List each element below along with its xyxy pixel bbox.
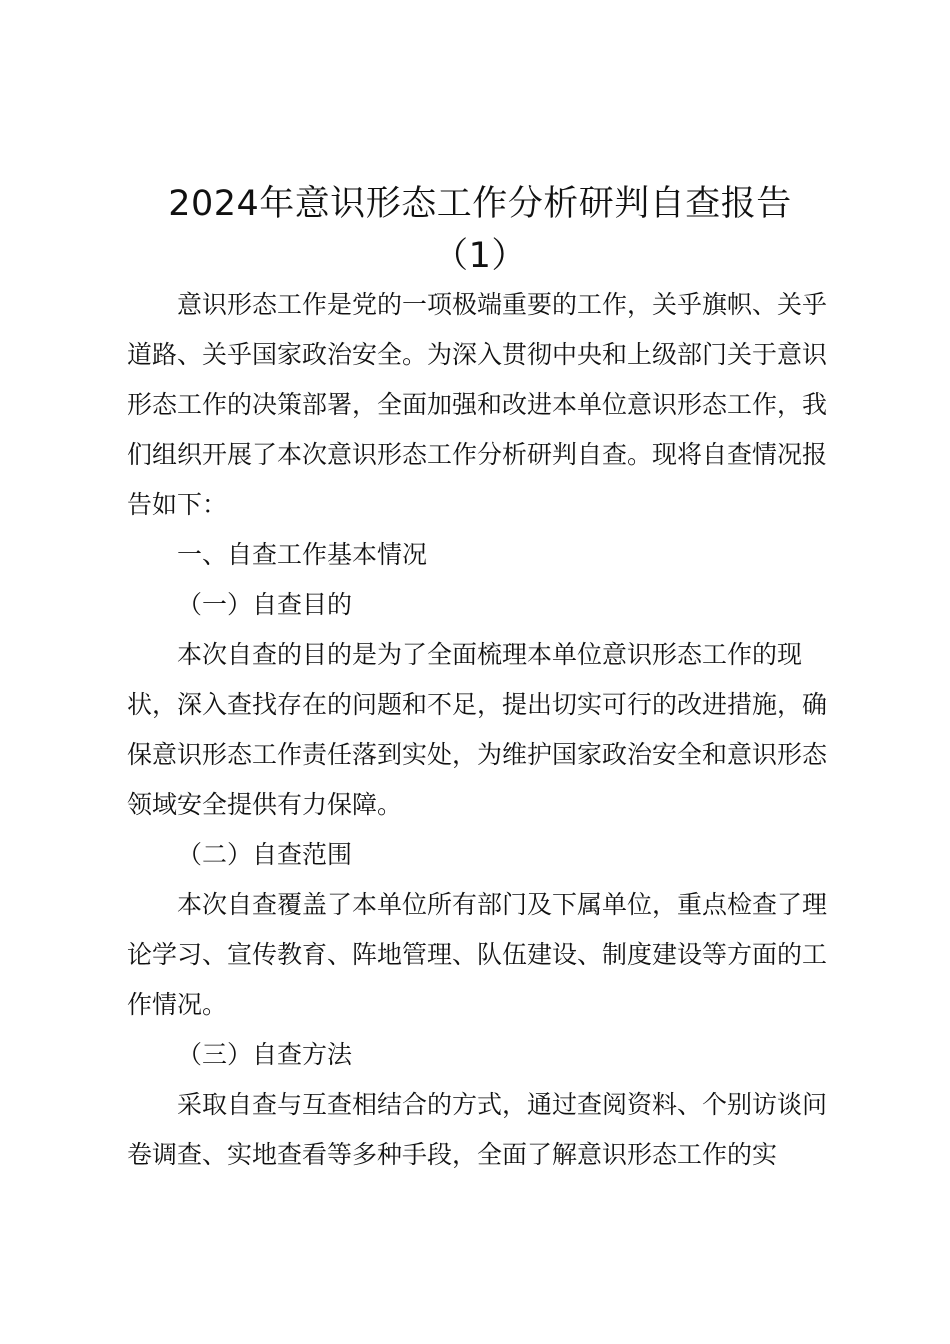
subsection-paragraph-1: 本次自查的目的是为了全面梳理本单位意识形态工作的现状，深入查找存在的问题和不足，提出切实可行的改进措施，确保意识形态工作责任落到实处，为维护国家政治安全和意识形态领域安全提供有力保障。 <box>127 640 828 819</box>
intro-paragraph: 意识形态工作是党的一项极端重要的工作，关乎旗帜、关乎道路、关乎国家政治安全。为深入贯彻中央和上级部门关于意识形态工作的决策部署，全面加强和改进本单位意识形态工作，我们组织开展了本次意识形态工作分析研判自查。现将自查情况报告如下： <box>127 290 828 519</box>
document-title: 2024年意识形态工作分析研判自查报告 <box>168 184 792 224</box>
document-title-number: （1） <box>433 236 527 276</box>
subsection-paragraph-2: 本次自查覆盖了本单位所有部门及下属单位，重点检查了理论学习、宣传教育、阵地管理、队伍建设、制度建设等方面的工作情况。 <box>127 890 828 1019</box>
subsection-heading-1: （一）自查目的 <box>177 590 353 619</box>
subsection-heading-3: （三）自查方法 <box>177 1040 353 1069</box>
subsection-heading-2: （二）自查范围 <box>177 840 353 869</box>
subsection-paragraph-3: 采取自查与互查相结合的方式，通过查阅资料、个别访谈问卷调查、实地查看等多种手段，全面了解意识形态工作的实 <box>127 1090 828 1169</box>
section-heading-1: 一、自查工作基本情况 <box>177 540 428 569</box>
